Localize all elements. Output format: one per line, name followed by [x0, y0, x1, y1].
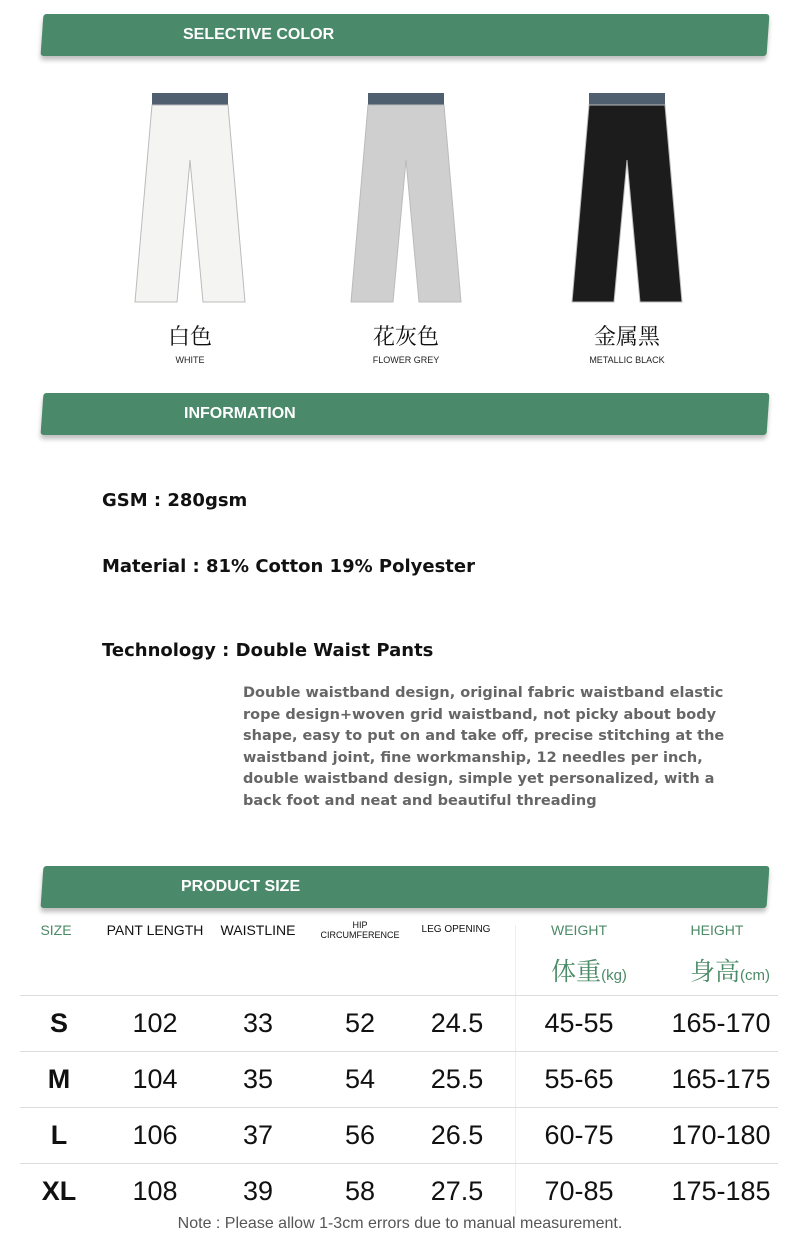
color-name-en: METALLIC BLACK	[589, 355, 665, 365]
pants-image-1	[331, 90, 481, 310]
header-hip-top: HIP	[352, 920, 368, 930]
header-weight: WEIGHT	[551, 922, 607, 938]
table-cell: 165-170	[671, 1008, 771, 1038]
table-cell: S	[49, 1008, 69, 1038]
table-cell: 60-75	[544, 1120, 614, 1150]
color-name-cn: 白色	[167, 324, 212, 349]
technology-text: Technology : Double Waist Pants	[102, 640, 434, 661]
material-text: Material : 81% Cotton 19% Polyester	[102, 556, 475, 577]
color-name-en: WHITE	[175, 355, 205, 365]
section-banner	[41, 866, 770, 908]
header-hip-bottom: CIRCUMFERENCE	[320, 930, 400, 940]
table-cell: 104	[132, 1064, 178, 1094]
table-cell: 108	[132, 1176, 178, 1206]
table-row	[0, 1051, 800, 1107]
header-weight-cn	[551, 952, 627, 988]
measurement-note: Note : Please allow 1-3cm errors due to manual measurement.	[177, 1215, 623, 1232]
header-leg-opening: LEG OPENING	[421, 924, 491, 935]
table-cell: L	[50, 1120, 68, 1150]
table-cell: 26.5	[430, 1120, 484, 1150]
header-height-cn	[690, 952, 770, 988]
waistband	[368, 93, 444, 105]
table-cell: 70-85	[544, 1176, 614, 1206]
weight-cn: 体重	[551, 958, 602, 986]
section-banner	[41, 14, 770, 56]
waistband	[589, 93, 665, 105]
color-name-cn: 金属黑	[593, 324, 660, 349]
table-row	[0, 995, 800, 1051]
table-cell: M	[47, 1064, 71, 1094]
pants-shape	[351, 105, 461, 302]
table-cell: 102	[132, 1008, 178, 1038]
table-cell: 106	[132, 1120, 178, 1150]
table-cell: 39	[242, 1176, 274, 1206]
height-cn: 身高	[689, 958, 741, 986]
header-pant-length: PANT LENGTH	[106, 922, 204, 938]
description-text: Double waistband design, original fabric waistband elastic rope design+woven grid waistband, not picky about body shape, easy to put on and take off, precise stitching at the waistband joint, fine workmanship, 12 needles per inch, double waistband design, simple yet personalized, with a back foot and neat and beautiful threading	[243, 685, 725, 809]
color-name-cn: 花灰色	[372, 324, 439, 349]
table-cell: XL	[41, 1176, 77, 1206]
table-row	[0, 1163, 800, 1219]
pants-image-0	[115, 90, 265, 310]
color-name-en: FLOWER GREY	[372, 355, 440, 365]
pants-image-2	[552, 90, 702, 310]
section-title-color: SELECTIVE COLOR	[183, 26, 335, 43]
pants-shape	[572, 105, 682, 302]
section-title-size: PRODUCT SIZE	[181, 878, 301, 895]
table-cell: 52	[344, 1008, 376, 1038]
waistband	[152, 93, 228, 105]
table-cell: 33	[242, 1008, 274, 1038]
table-cell: 170-180	[671, 1120, 771, 1150]
header-hip	[320, 920, 399, 940]
header-height: HEIGHT	[690, 922, 744, 938]
table-cell: 27.5	[430, 1176, 484, 1206]
table-cell: 56	[344, 1120, 376, 1150]
table-cell: 45-55	[544, 1008, 614, 1038]
section-banner	[41, 393, 770, 435]
table-cell: 35	[242, 1064, 274, 1094]
table-cell: 25.5	[430, 1064, 484, 1094]
table-cell: 58	[344, 1176, 376, 1206]
table-cell: 165-175	[671, 1064, 771, 1094]
height-unit: (cm)	[740, 967, 771, 984]
table-cell: 37	[242, 1120, 274, 1150]
table-cell: 24.5	[430, 1008, 484, 1038]
table-cell: 175-185	[671, 1176, 771, 1206]
table-cell: 55-65	[544, 1064, 614, 1094]
table-row	[0, 1107, 800, 1163]
pants-shape	[135, 105, 245, 302]
weight-unit: (kg)	[601, 967, 627, 984]
section-title-info: INFORMATION	[184, 405, 296, 422]
gsm-text: GSM : 280gsm	[102, 490, 248, 511]
header-size: SIZE	[40, 922, 72, 938]
table-cell: 54	[344, 1064, 376, 1094]
header-waistline: WAISTLINE	[220, 922, 296, 938]
